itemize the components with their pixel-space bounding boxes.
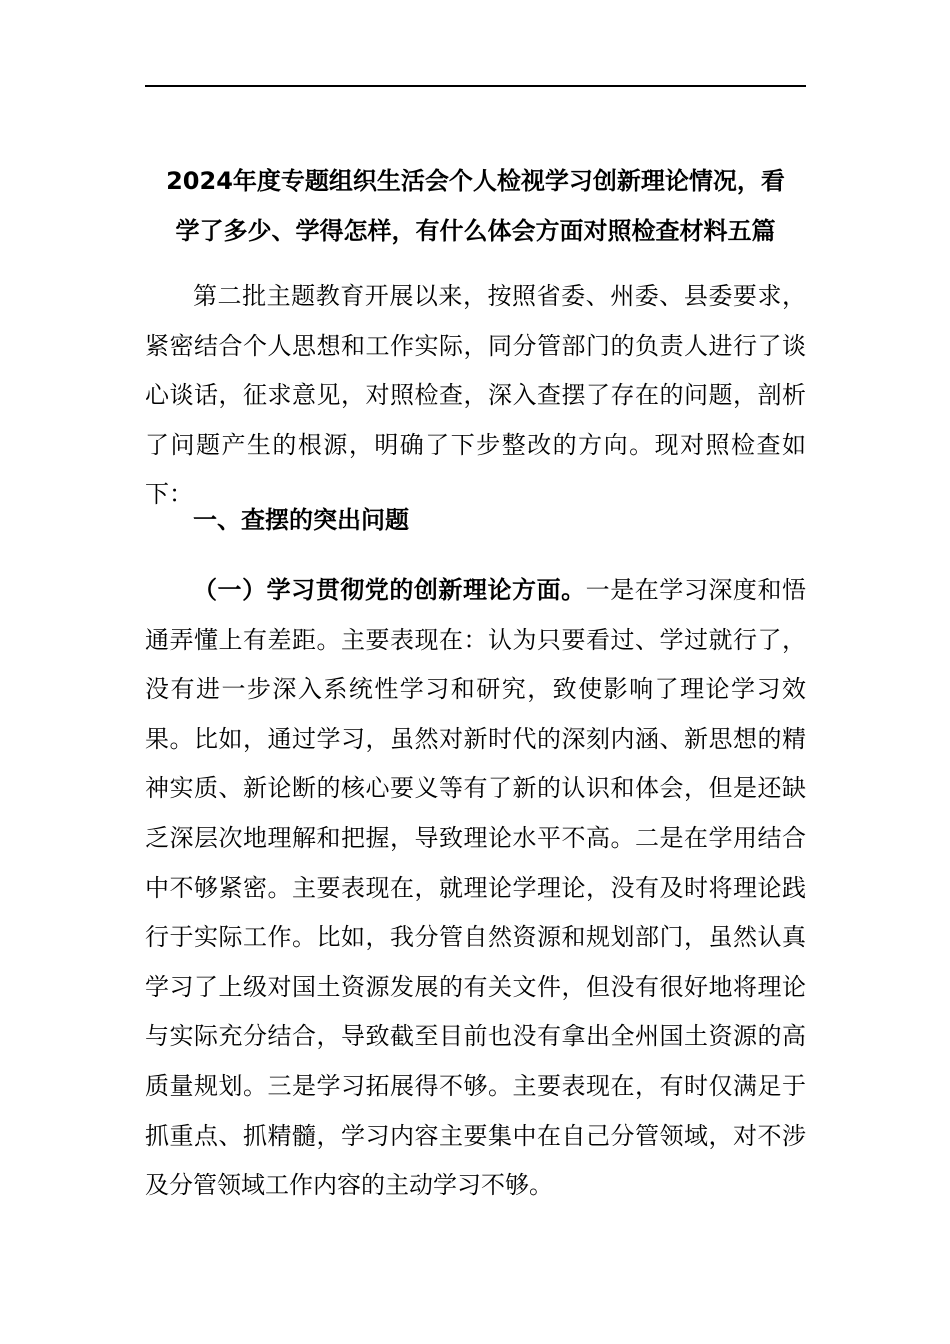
document-title <box>145 156 806 256</box>
document-title-line-2: 学了多少、学得怎样，有什么体会方面对照检查材料五篇 <box>175 217 776 245</box>
document-title-line-1: 2024年度专题组织生活会个人检视学习创新理论情况，看 <box>166 167 785 195</box>
header-rule <box>145 85 806 87</box>
section-heading: 一、查摆的突出问题 <box>193 506 409 534</box>
intro-paragraph: 第二批主题教育开展以来，按照省委、州委、县委要求，紧密结合个人思想和工作实际，同分管部门的负责人进行了谈心谈话，征求意见，对照检查，深入查摆了存在的问题，剖析了问题产生的根源，明确了下步整改的方向。现对照检查如下： <box>145 282 806 509</box>
subsection-body: 一是在学习深度和悟通弄懂上有差距。主要表现在：认为只要看过、学过就行了，没有进一步深入系统性学习和研究，致使影响了理论学习效果。比如，通过学习，虽然对新时代的深刻内涵、新思想的精神实质、新论断的核心要义等有了新的认识和体会，但是还缺乏深层次地理解和把握，导致理论水平不高。二是在学用结合中不够紧密。主要表现在，就理论学理论，没有及时将理论践行于实际工作。比如，我分管自然资源和规划部门，虽然认真学习了上级对国土资源发展的有关文件，但没有很好地将理论与实际充分结合，导致截至目前也没有拿出全州国土资源的高质量规划。三是学习拓展得不够。主要表现在，有时仅满足于抓重点、抓精髓，学习内容主要集中在自己分管领域，对不涉及分管领域工作内容的主动学习不够。 <box>145 576 807 1200</box>
subsection-heading: （一）学习贯彻党的创新理论方面。 <box>193 576 586 604</box>
subsection-paragraph <box>145 566 806 1211</box>
